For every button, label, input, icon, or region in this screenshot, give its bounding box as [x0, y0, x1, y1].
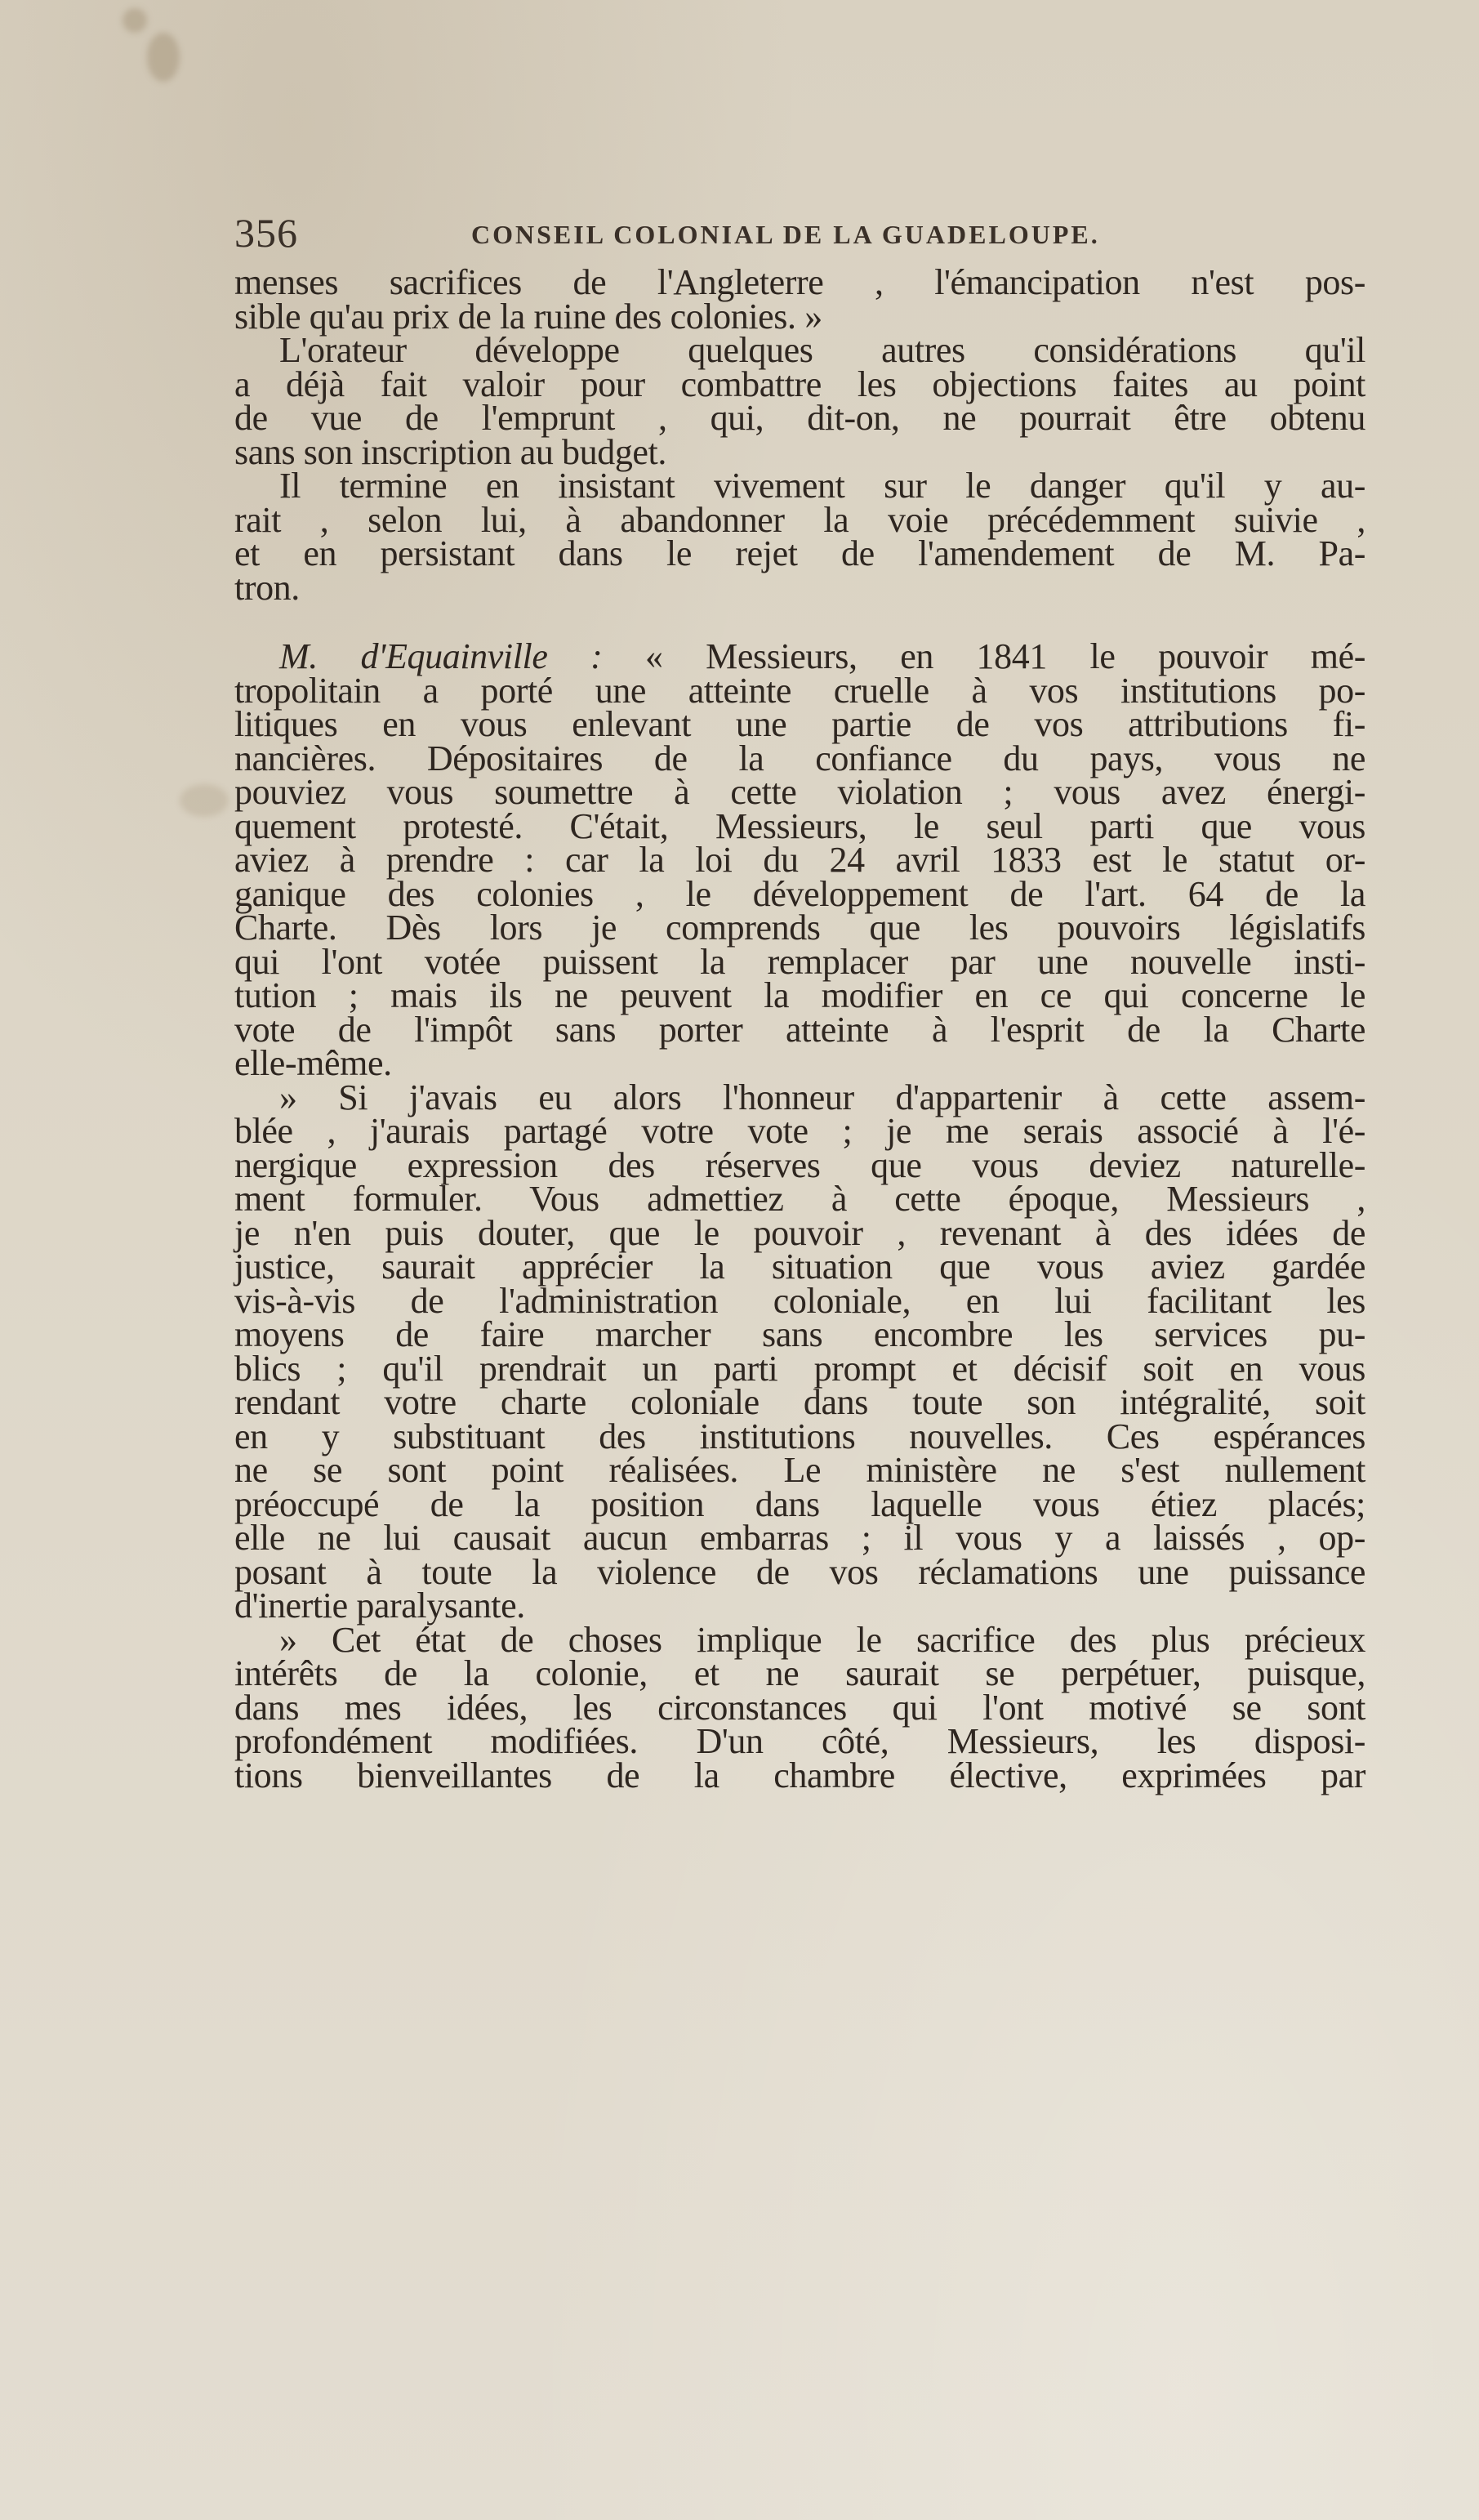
speech-text: « Messieurs, en 1841 le pouvoir mé- — [644, 636, 1365, 676]
text-line: sans son inscription au budget. — [234, 431, 666, 472]
text-line: préoccupé de la position dans laquelle vous étiez placés; — [234, 1483, 1365, 1524]
text-line: quement protesté. C'était, Messieurs, le seul parti que vous — [234, 805, 1365, 846]
text-line: Il termine en insistant vivement sur le danger qu'il y au- — [279, 466, 1365, 506]
text-line: je n'en puis douter, que le pouvoir , revenant à des idées de — [234, 1212, 1365, 1253]
text-line: rait , selon lui, à abandonner la voie précédemment suivie , — [234, 499, 1365, 540]
text-line: menses sacrifices de l'Angleterre , l'émancipation n'est pos- — [234, 262, 1365, 302]
paragraph — [234, 1077, 1365, 1626]
book-page — [234, 208, 1365, 1795]
text-line: aviez à prendre : car la loi du 24 avril 1833 est le statut or- — [234, 840, 1365, 880]
text-line: intérêts de la colonie, et ne saurait se perpétuer, puisque, — [234, 1653, 1365, 1693]
paragraph — [234, 262, 1365, 337]
text-line: dans mes idées, les circonstances qui l'ont motivé se sont — [234, 1687, 1365, 1728]
paragraph-gap — [234, 604, 1365, 640]
text-line: tron. — [234, 567, 300, 608]
text-line: L'orateur développe quelques autres considérations qu'il — [279, 330, 1365, 370]
text-line: ment formuler. Vous admettiez à cette époque, Messieurs , — [234, 1179, 1365, 1219]
paper-stain — [123, 8, 147, 33]
paragraph — [234, 330, 1365, 472]
text-line: pouviez vous soumettre à cette violation ; vous avez énergi- — [234, 772, 1365, 812]
text-line: ne se sont point réalisées. Le ministère ne s'est nullement — [234, 1450, 1365, 1490]
text-line: ganique des colonies , le développement de l'art. 64 de la — [234, 873, 1365, 914]
text-line: litiques en vous enlevant une partie de vos attributions fi- — [234, 704, 1365, 744]
text-line: vote de l'impôt sans porter atteinte à l'esprit de la Charte — [234, 1009, 1365, 1050]
text-line: blée , j'aurais partagé votre vote ; je me serais associé à l'é- — [234, 1111, 1365, 1151]
page-number: 356 — [234, 210, 298, 256]
text-line: Charte. Dès lors je comprends que les pouvoirs législatifs — [234, 908, 1365, 948]
paragraph — [234, 466, 1365, 608]
text-line: justice, saurait apprécier la situation que vous aviez gardée — [234, 1247, 1365, 1287]
text-line: rendant votre charte coloniale dans toute son intégralité, soit — [234, 1382, 1365, 1422]
paragraph — [234, 1619, 1365, 1795]
text-line — [234, 636, 1365, 676]
text-line: posant à toute la violence de vos réclamations une puissance — [234, 1551, 1365, 1592]
text-line: qui l'ont votée puissent la remplacer par une nouvelle insti- — [234, 941, 1365, 982]
text-line: en y substituant des institutions nouvelles. Ces espérances — [234, 1416, 1365, 1456]
text-line: profondément modifiées. D'un côté, Messieurs, les disposi- — [234, 1721, 1365, 1761]
text-line: de vue de l'emprunt , qui, dit-on, ne pourrait être obtenu — [234, 398, 1365, 438]
text-line: » Si j'avais eu alors l'honneur d'appartenir à cette assem- — [279, 1077, 1365, 1117]
text-line: et en persistant dans le rejet de l'amendement de M. Pa- — [234, 533, 1365, 573]
speech-paragraph — [234, 636, 1365, 1083]
speaker-name: M. d'Equainville : — [279, 636, 603, 676]
text-line: tution ; mais ils ne peuvent la modifier en ce qui concerne le — [234, 975, 1365, 1015]
text-line: blics ; qu'il prendrait un parti prompt et décisif soit en vous — [234, 1348, 1365, 1389]
running-head — [234, 208, 1365, 265]
running-header-title: CONSEIL COLONIAL DE LA GUADELOUPE. — [471, 220, 1100, 249]
text-line: elle ne lui causait aucun embarras ; il vous y a laissés , op- — [234, 1518, 1365, 1558]
text-line: sible qu'au prix de la ruine des colonies. » — [234, 296, 822, 337]
text-line: » Cet état de choses implique le sacrifice des plus précieux — [279, 1619, 1365, 1660]
paper-stain — [147, 33, 180, 82]
body-text — [234, 262, 1365, 1795]
text-line: a déjà fait valoir pour combattre les objections faites au point — [234, 364, 1365, 404]
text-line: nergique expression des réserves que vous deviez naturelle- — [234, 1144, 1365, 1185]
text-line: tions bienveillantes de la chambre élective, exprimées par — [234, 1755, 1365, 1795]
text-line: d'inertie paralysante. — [234, 1586, 525, 1626]
text-line: tropolitain a porté une atteinte cruelle à vos institutions po- — [234, 670, 1365, 711]
text-line: vis-à-vis de l'administration coloniale, en lui facilitant les — [234, 1280, 1365, 1321]
text-line: moyens de faire marcher sans encombre les services pu- — [234, 1314, 1365, 1354]
paper-stain — [180, 784, 229, 817]
text-line: nancières. Dépositaires de la confiance du pays, vous ne — [234, 738, 1365, 778]
text-line: elle-même. — [234, 1043, 392, 1083]
